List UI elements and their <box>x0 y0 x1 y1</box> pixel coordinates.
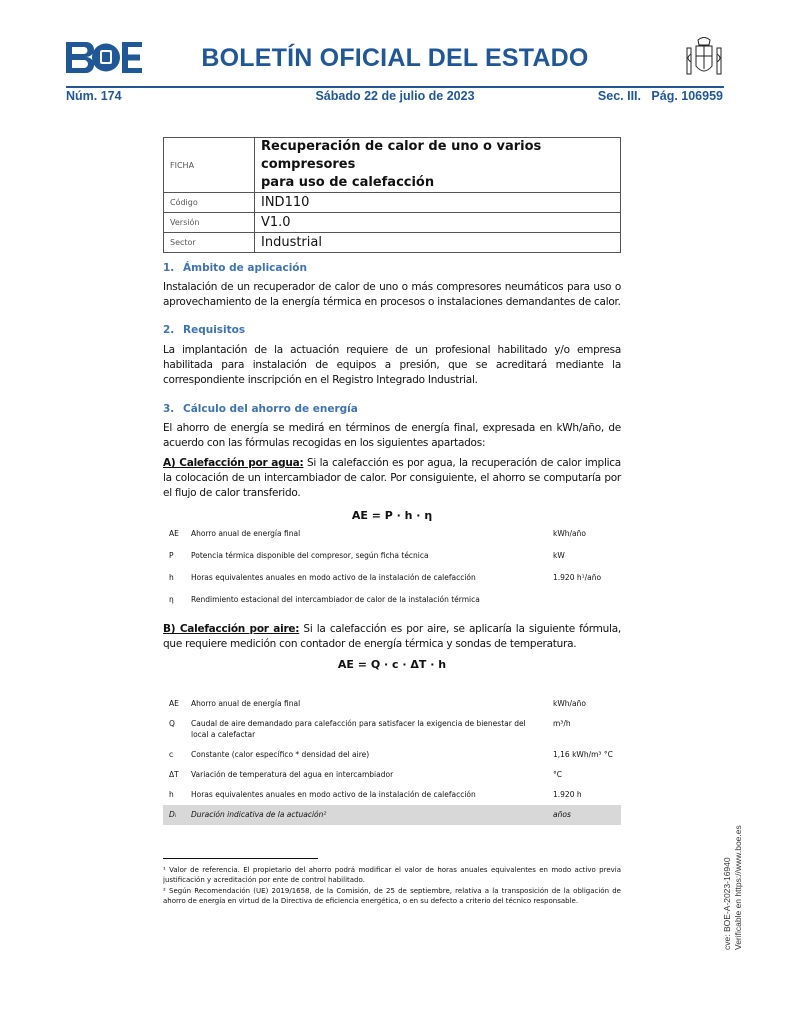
ficha-label: FICHA <box>164 138 255 193</box>
variable-row: P Potencia térmica disponible del compresor, según ficha técnica kW <box>169 551 565 560</box>
variable-row: c Constante (calor específico * densidad del aire) 1,16 kWh/m³ °C <box>169 750 613 759</box>
footnote-1: ¹ Valor de referencia. El propietario del ahorro podrá modificar el valor de horas anuales equivalentes en modo activo previa justificación y acreditación por ente de control habilitado. <box>163 866 621 884</box>
verification-url: Verificable en https://www.boe.es <box>733 825 743 950</box>
section-1-heading: 1. Ámbito de aplicación <box>163 262 307 274</box>
variable-row: AE Ahorro anual de energía final kWh/año <box>169 699 586 708</box>
ficha-label: Código <box>164 193 255 213</box>
ficha-row <box>164 138 621 193</box>
coat-of-arms-icon <box>683 36 725 80</box>
verification-side-text <box>722 822 748 952</box>
variable-row: h Horas equivalentes anuales en modo activo de la instalación de calefacción 1.920 h¹/año <box>169 573 602 582</box>
ficha-row <box>164 193 621 213</box>
section-1-text: Instalación de un recuperador de calor de uno o más compresores neumáticos para uso o aprovechamiento de la energía térmica en procesos o instalaciones demandantes de calor. <box>163 281 621 308</box>
variable-row: η Rendimiento estacional del intercambiador de calor de la instalación térmica <box>169 595 480 604</box>
variable-row-highlighted: Dᵢ Duración indicativa de la actuación² años <box>163 805 621 825</box>
formula-water: AE = P · h · η <box>351 509 433 522</box>
cve-code: cve: BOE-A-2023-16940 <box>722 857 732 950</box>
ficha-sector: Industrial <box>255 233 621 253</box>
ficha-title: Recuperación de calor de uno o varios compresores para uso de calefacción <box>255 138 621 193</box>
page-title: BOLETÍN OFICIAL DEL ESTADO <box>201 44 589 72</box>
heating-air-heading: B) Calefacción por aire: <box>163 623 300 635</box>
issue-date: Sábado 22 de julio de 2023 <box>315 89 475 103</box>
ficha-row <box>164 213 621 233</box>
heating-water-heading: A) Calefacción por agua: <box>163 457 304 469</box>
variables-table-air <box>163 694 621 825</box>
heating-water-paragraph: A) Calefacción por agua: Si la calefacción es por agua, la recuperación de calor implica la colocación de un intercambiador de calor. Por consiguiente, el ahorro se computaría por el flujo de calor transferido. <box>163 457 621 499</box>
section-page: Sec. III. Pág. 106959 <box>597 89 723 103</box>
header-rule <box>66 86 724 88</box>
variables-table-water <box>163 526 621 614</box>
formula-air: AE = Q · c · ΔT · h <box>337 658 447 671</box>
ficha-row <box>164 233 621 253</box>
ficha-label: Versión <box>164 213 255 233</box>
footnote-rule <box>163 858 318 859</box>
footnote-2: ² Según Recomendación (UE) 2019/1658, de la Comisión, de 25 de septiembre, relativa a la transposición de la obligación de ahorro de energía en virtud de la Directiva de eficiencia energética, o en su defecto a criterio del técnico responsable. <box>163 887 621 905</box>
heating-air-paragraph: B) Calefacción por aire: Si la calefacción es por aire, se aplicaría la siguiente fórmula, que requiere medición con contador de energía térmica y sondas de temperatura. <box>163 623 621 650</box>
section-3-text: El ahorro de energía se medirá en términos de energía final, expresada en kWh/año, de acuerdo con las fórmulas recogidas en los siguientes apartados: <box>163 422 621 449</box>
boe-logo <box>66 42 142 73</box>
variable-row: Q Caudal de aire demandado para calefacción para satisfacer la exigencia de bienestar del local a calefactar m³/h <box>169 719 571 739</box>
variable-row: h Horas equivalentes anuales en modo activo de la instalación de calefacción 1.920 h <box>169 790 582 799</box>
variable-row: AE Ahorro anual de energía final kWh/año <box>169 529 586 538</box>
ficha-table <box>163 137 621 253</box>
ficha-version: V1.0 <box>255 213 621 233</box>
issue-number: Núm. 174 <box>66 89 122 103</box>
section-3-heading: 3. Cálculo del ahorro de energía <box>163 403 358 415</box>
section-2-text: La implantación de la actuación requiere de un profesional habilitado y/o empresa habilitada para instalación de equipos a presión, que se acreditará mediante la correspondiente inscripción en el Registro Integrado Industrial. <box>163 344 621 386</box>
ficha-code: IND110 <box>255 193 621 213</box>
section-2-heading: 2. Requisitos <box>163 324 246 336</box>
variable-row: ΔT Variación de temperatura del agua en intercambiador °C <box>169 770 562 779</box>
ficha-label: Sector <box>164 233 255 253</box>
